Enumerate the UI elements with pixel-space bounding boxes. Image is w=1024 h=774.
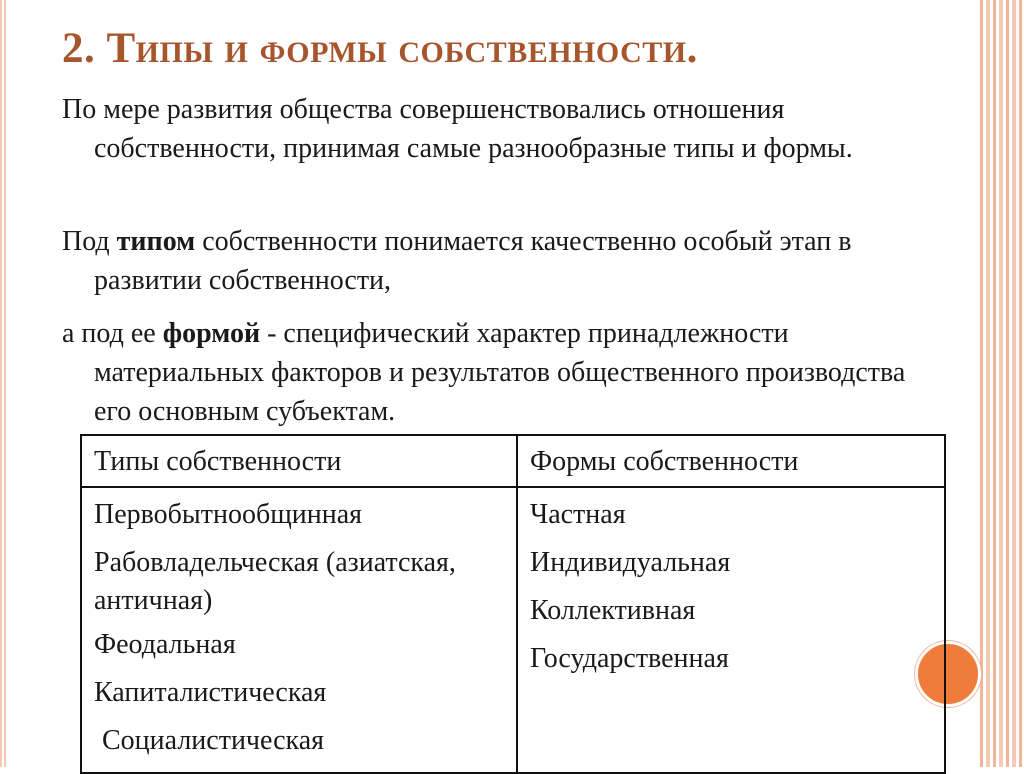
table-header-row [81,435,945,487]
ownership-table [80,434,946,774]
paragraph-type-term: типом [116,226,196,257]
type-item: Социалистическая [102,725,325,756]
form-item: Индивидуальная [530,547,731,578]
type-item: Рабовладельческая (азиатская, античная) [94,547,456,616]
form-item: Государственная [530,643,729,674]
paragraph-type-definition [62,222,942,300]
paragraph-form-prefix: а под ее [62,318,163,349]
paragraph-form-suffix: - специфический характер принадлежности материальных факторов и результатов общественного производства его основным субъектам. [94,318,906,427]
table-body-row [81,487,945,773]
paragraph-intro: По мере развития общества совершенствовались отношения собственности, принимая самые разнообразные типы и формы. [62,94,853,164]
paragraph-form-term: формой [162,318,261,349]
slide-title: 2. Типы и формы собственности. [62,25,698,72]
left-decorative-stripes [0,0,6,767]
type-item: Капиталистическая [94,677,327,708]
type-item: Первобытнообщинная [94,499,363,530]
paragraph-form-definition [62,314,942,431]
form-item: Коллективная [530,595,696,626]
type-item: Феодальная [94,629,236,660]
form-item: Частная [530,499,626,530]
header-forms: Формы собственности [517,435,945,487]
forms-cell [517,487,945,773]
header-types: Типы собственности [81,435,517,487]
types-cell [81,487,517,773]
paragraph-type-prefix: Под [62,226,117,257]
right-decorative-stripes [980,0,1024,767]
paragraph-type-suffix: собственности понимается качественно особый этап в развитии собственности, [94,226,852,296]
